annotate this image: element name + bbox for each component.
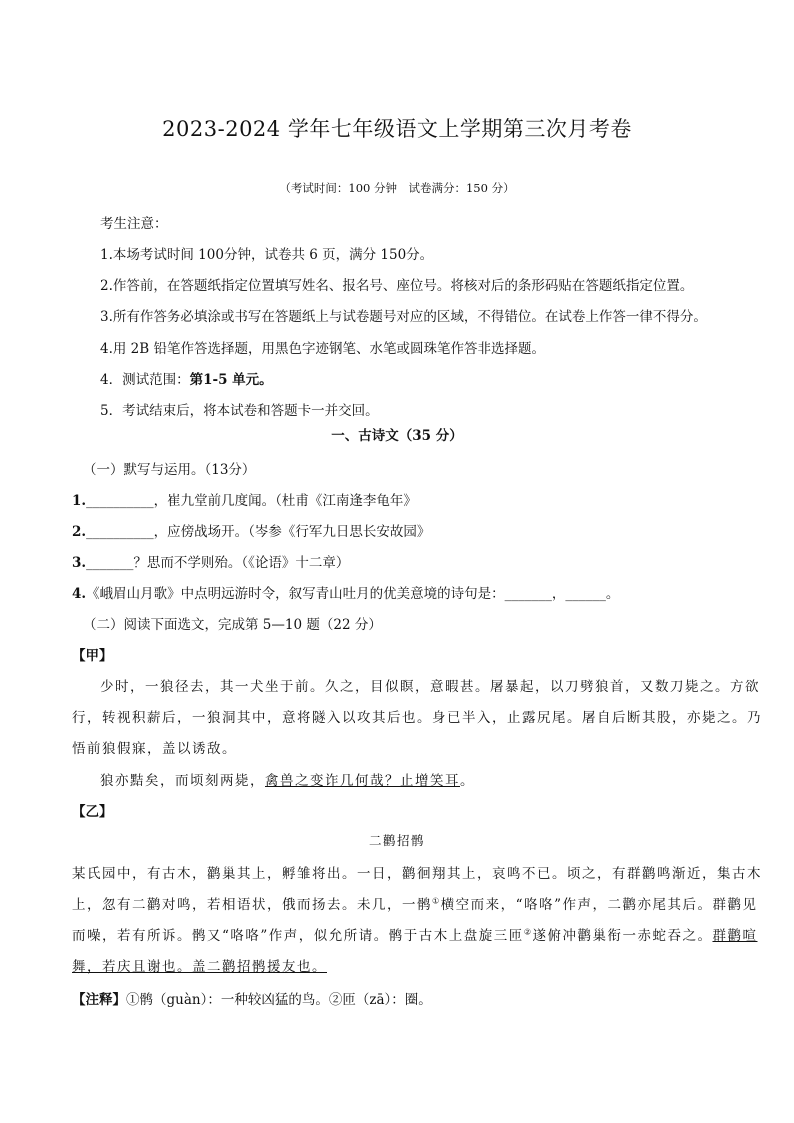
jia-last-plain: 狼亦黠矣，而顷刻两毙， xyxy=(100,773,265,789)
passage-yi-title: 二鹳招鹘 xyxy=(368,833,425,848)
passage-yi-note xyxy=(72,988,432,1008)
question-2 xyxy=(72,520,430,540)
notice-item-5: 5．考试结束后，将本试卷和答题卡一并交回。 xyxy=(100,403,379,419)
part1-heading: （一）默写与运用。（13分） xyxy=(83,462,256,478)
notice-heading: 考生注意： xyxy=(100,216,168,232)
passage-jia-line-3: 悟前狼假寐，盖以诱敌。 xyxy=(72,741,237,757)
passage-yi-line-1: 某氏园中，有古木，鹳巢其上，孵雏将出。一日，鹳徊翔其上，哀鸣不已。顷之，有群鹳鸣渐近，集古木 xyxy=(72,866,762,882)
jia-last-end: 。 xyxy=(460,773,475,789)
passage-jia-line-1: 少时，一狼径去，其一犬坐于前。久之，目似瞑，意暇甚。屠暴起，以刀劈狼首，又数刀毙之。方欲 xyxy=(100,679,760,695)
passage-yi-line-3 xyxy=(72,924,757,944)
notice-item-4: 4.用 2B 铅笔作答选择题，用黑色字迹钢笔、水笔或圆珠笔作答非选择题。 xyxy=(100,341,545,357)
q3-text: ？思而不学则殆。（《论语》十二章） xyxy=(133,555,350,571)
yi-line-2-text: 上，忽有二鹳对鸣，若相语状，俄而扬去。未几，一鹘 xyxy=(72,897,432,913)
range-label: 4．测试范围： xyxy=(100,372,190,388)
footnote-ref-2: ② xyxy=(523,927,533,937)
q1-text: ，崔九堂前几度闻。（杜甫《江南逢李龟年》 xyxy=(153,493,417,509)
note-label: 【注释】 xyxy=(72,992,126,1008)
notice-item-2: 2.作答前，在答题纸指定位置填写姓名、报名号、座位号。将核对后的条形码贴在答题纸指定位置。 xyxy=(100,278,694,294)
section-heading: 一、古诗文（35 分） xyxy=(331,428,463,444)
passage-jia-label: 【甲】 xyxy=(72,648,113,664)
q1-number: 1. xyxy=(72,493,87,509)
q3-blank: _______ xyxy=(86,555,134,571)
jia-underlined-sentence: 禽兽之变诈几何哉？止增笑耳 xyxy=(265,773,460,789)
q4-separator: ， xyxy=(551,586,566,602)
yi-line-2-rest: 横空而来，“咯咯”作声，二鹳亦尾其后。群鹳见 xyxy=(440,897,758,913)
q3-number: 3. xyxy=(72,555,87,571)
question-3 xyxy=(72,551,349,571)
notice-item-3: 3.所有作答务必填涂或书写在答题纸上与试卷题号对应的区域，不得错位。在试卷上作答一律不得分。 xyxy=(100,309,707,325)
question-4 xyxy=(72,582,619,602)
q2-blank: __________ xyxy=(86,524,154,540)
passage-jia-line-4 xyxy=(100,769,475,789)
yi-underlined-end: 舞，若庆且谢也。盖二鹳招鹘援友也。 xyxy=(72,959,327,975)
yi-line-3-rest: 遂俯冲鹳巢衔一赤蛇吞之。 xyxy=(532,928,713,944)
page-title: 2023-2024 学年七年级语文上学期第三次月考卷 xyxy=(162,117,632,141)
passage-yi-label: 【乙】 xyxy=(72,804,113,820)
q4-blank-1: _______ xyxy=(504,586,552,602)
footnote-ref-1: ① xyxy=(432,896,441,906)
passage-jia-line-2: 行，转视积薪后，一狼洞其中，意将隧入以攻其后也。身已半入，止露尻尾。屠自后断其股，亦毙之。乃 xyxy=(72,710,762,726)
passage-yi-line-4 xyxy=(72,955,327,975)
q4-blank-2: ______ xyxy=(565,586,606,602)
q2-number: 2. xyxy=(72,524,87,540)
note-text: ①鹘（guàn）：一种较凶猛的鸟。②匝（zā）：圈。 xyxy=(126,992,432,1008)
range-value: 第1-5 单元。 xyxy=(189,372,273,388)
notice-item-1: 1.本场考试时间 100分钟，试卷共 6 页，满分 150分。 xyxy=(100,247,434,263)
yi-line-3-text: 而噪，若有所诉。鹘又“咯咯”作声，似允所请。鹘于古木上盘旋三匝 xyxy=(72,928,524,944)
q2-text: ，应傍战场开。（岑参《行军九日思长安故园》 xyxy=(153,524,431,540)
part2-heading: （二）阅读下面选文，完成第 5—10 题（22 分） xyxy=(83,617,382,633)
q1-blank: __________ xyxy=(86,493,154,509)
yi-underlined-start: 群鹳喧 xyxy=(712,928,758,944)
passage-yi-line-2 xyxy=(72,893,757,913)
q4-end: 。 xyxy=(605,586,620,602)
notice-item-range xyxy=(100,368,273,388)
exam-meta: （考试时间：100 分钟 试卷满分：150 分） xyxy=(279,181,515,195)
question-1 xyxy=(72,489,417,509)
q4-number: 4. xyxy=(72,586,87,602)
q4-text: 《峨眉山月歌》中点明远游时令，叙写青山吐月的优美意境的诗句是： xyxy=(86,586,505,602)
